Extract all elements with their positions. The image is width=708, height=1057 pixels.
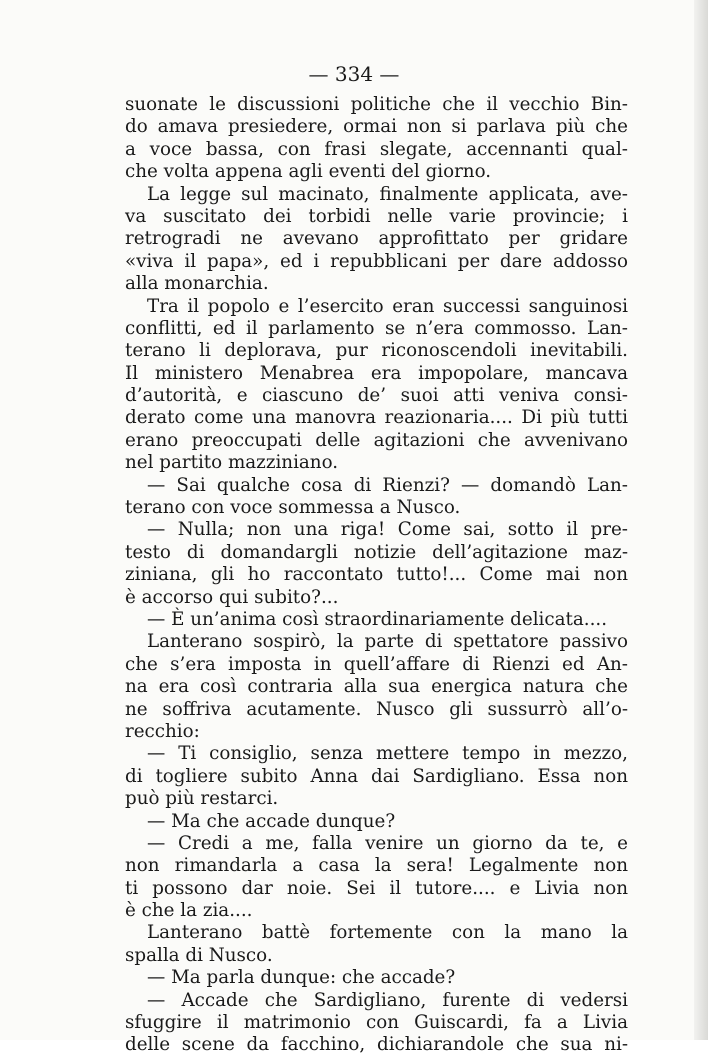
text-line: recchio: [125, 720, 200, 742]
text-line: Lanterano battè fortemente con la mano la [147, 922, 628, 944]
text-line: — Accade che Sardigliano, furente di vedersi [147, 989, 628, 1011]
text-line: sfuggire il matrimonio con Guiscardi, fa a Livia [125, 1012, 628, 1034]
text-line: — Nulla; non una riga! Come sai, sotto il pre- [147, 519, 628, 541]
text-line: spalla di Nusco. [125, 944, 273, 966]
text-line: va suscitato dei torbidi nelle varie provincie; i [125, 205, 628, 227]
text-line: può più restarci. [125, 788, 279, 810]
text-line: derato come una manovra reazionaria.... Di più tutti [125, 407, 628, 429]
text-line: — Ti consiglio, senza mettere tempo in mezzo, [147, 743, 628, 765]
text-line: è che la zia.... [125, 900, 253, 922]
text-line: terano li deplorava, pur riconoscendoli inevitabili. [125, 340, 628, 362]
text-line: «viva il papa», ed i repubblicani per dare addosso [125, 250, 628, 272]
text-line: a voce bassa, con frasi slegate, accennanti qual- [125, 138, 628, 160]
text-line: ti possono dar noie. Sei il tutore.... e Livia non [125, 877, 628, 899]
body-text [125, 94, 628, 1057]
text-line: Lanterano sospirò, la parte di spettatore passivo [147, 631, 628, 653]
text-line: — È un’anima così straordinariamente delicata.... [147, 608, 608, 630]
text-line: alla monarchia. [125, 273, 269, 295]
text-line: ziniana, gli ho raccontato tutto!... Come mai non [125, 564, 628, 586]
text-line: non rimandarla a casa la sera! Legalmente non [125, 855, 628, 877]
text-line: suonate le discussioni politiche che il vecchio Bin- [125, 94, 628, 115]
text-line: è accorso qui subito?... [125, 586, 339, 608]
text-line: retrogradi ne avevano approfittato per gridare [125, 228, 628, 250]
text-line: terano con voce sommessa a Nusco. [125, 497, 461, 519]
text-line: testo di domandargli notizie dell’agitazione maz- [125, 541, 628, 563]
text-line: delle scene da facchino, dichiarandole che sua ni- [125, 1034, 628, 1056]
text-line: erano preoccupati delle agitazioni che avvenivano [125, 429, 628, 451]
text-line: do amava presiedere, ormai non si parlava più che [125, 116, 628, 138]
text-line: Il ministero Menabrea era impopolare, mancava [125, 362, 628, 384]
text-line: La legge sul macinato, finalmente applicata, ave- [147, 183, 628, 205]
text-line: ne soffriva acutamente. Nusco gli sussurrò all’o- [125, 698, 628, 720]
text-line: na era così contraria alla sua energica natura che [125, 676, 628, 698]
text-line: — Sai qualche cosa di Rienzi? — domandò Lan- [147, 474, 628, 496]
text-line: — Credi a me, falla venire un giorno da te, e [147, 832, 628, 854]
text-line: Tra il popolo e l’esercito eran successi sanguinosi [147, 295, 628, 317]
text-line: — Ma che accade dunque? [147, 810, 396, 832]
text-line: conflitti, ed il parlamento se n’era commosso. Lan- [125, 317, 628, 339]
text-line: di togliere subito Anna dai Sardigliano. Essa non [125, 765, 628, 787]
text-line: che volta appena agli eventi del giorno. [125, 161, 492, 183]
page-number: — 334 — [308, 62, 400, 86]
text-line: che s’era imposta in quell’affare di Rienzi ed An- [125, 653, 628, 675]
text-line: nel partito mazziniano. [125, 452, 339, 474]
text-line: d’autorità, e ciascuno de’ suoi atti veniva consi- [125, 385, 628, 407]
text-line: — Ma parla dunque: che accade? [147, 967, 456, 989]
page-edge-shadow [694, 0, 708, 1040]
